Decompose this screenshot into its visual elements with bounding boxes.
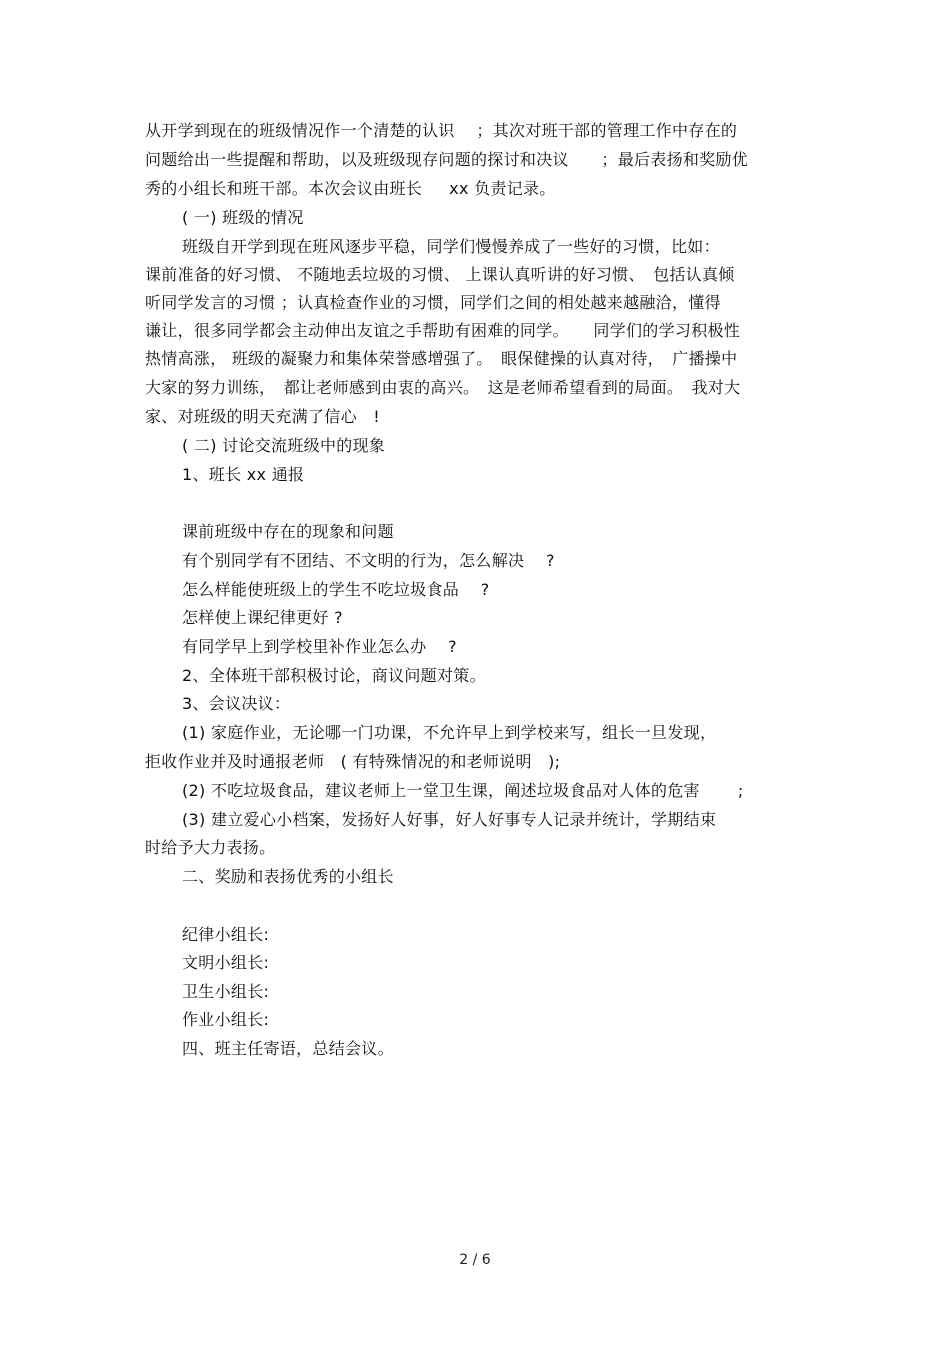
paragraph-line: 从开学到现在的班级情况作一个清楚的认识 ；其次对班干部的管理工作中存在的 bbox=[145, 121, 738, 140]
list-item: 1、班长 xx 通报 bbox=[182, 465, 305, 484]
section-heading: ( 二) 讨论交流班级中的现象 bbox=[182, 436, 386, 455]
paragraph-line: 听同学发言的习惯 ；认真检查作业的习惯，同学们之间的相处越来越融洽，懂得 bbox=[145, 293, 721, 312]
list-item: 2、全体班干部积极讨论，商议问题对策。 bbox=[182, 666, 486, 685]
page-number: 2 / 6 bbox=[459, 1252, 491, 1268]
paragraph-line: 热情高涨， 班级的凝聚力和集体荣誉感增强了。 眼保健操的认真对待， 广播操中 bbox=[145, 349, 738, 368]
section-heading: 四、班主任寄语，总结会议。 bbox=[182, 1039, 394, 1058]
paragraph-line: 时给予大力表扬。 bbox=[145, 838, 276, 857]
paragraph-line: 拒收作业并及时通报老师 ( 有特殊情况的和老师说明 ); bbox=[145, 752, 561, 771]
list-item: (1) 家庭作业，无论哪一门功课，不允许早上到学校来写，组长一旦发现， bbox=[182, 723, 717, 742]
list-item: 怎样使上课纪律更好 ? bbox=[182, 608, 343, 627]
paragraph-line: 班级自开学到现在班风逐步平稳，同学们慢慢养成了一些好的习惯，比如： bbox=[182, 237, 720, 256]
list-item: 纪律小组长: bbox=[182, 925, 270, 944]
list-item: 课前班级中存在的现象和问题 bbox=[182, 522, 394, 541]
paragraph-line: 课前准备的好习惯、 不随地丢垃圾的习惯、 上课认真听讲的好习惯、 包括认真倾 bbox=[145, 265, 735, 284]
list-item: 有个别同学有不团结、不文明的行为，怎么解决 ? bbox=[182, 551, 555, 570]
list-item: 卫生小组长: bbox=[182, 982, 270, 1001]
list-item: (3) 建立爱心小档案，发扬好人好事，好人好事专人记录并统计，学期结束 bbox=[182, 810, 717, 829]
paragraph-line: 秀的小组长和班干部。本次会议由班长 xx 负责记录。 bbox=[145, 179, 556, 198]
paragraph-line: 大家的努力训练， 都让老师感到由衷的高兴。 这是老师希望看到的局面。 我对大 bbox=[145, 378, 741, 397]
list-item: 有同学早上到学校里补作业怎么办 ? bbox=[182, 637, 457, 656]
list-item: 3、会议决议： bbox=[182, 694, 291, 713]
list-item: 文明小组长: bbox=[182, 953, 270, 972]
list-item: 作业小组长: bbox=[182, 1010, 270, 1029]
paragraph-line: 谦让，很多同学都会主动伸出友谊之手帮助有困难的同学。 同学们的学习积极性 bbox=[145, 321, 741, 340]
section-heading: 二、奖励和表扬优秀的小组长 bbox=[182, 867, 394, 886]
list-item: (2) 不吃垃圾食品，建议老师上一堂卫生课，阐述垃圾食品对人体的危害 ; bbox=[182, 781, 744, 800]
paragraph-line: 家、对班级的明天充满了信心 ! bbox=[145, 407, 380, 426]
paragraph-line: 问题给出一些提醒和帮助，以及班级现存问题的探讨和决议 ；最后表扬和奖励优 bbox=[145, 150, 749, 169]
section-heading: ( 一) 班级的情况 bbox=[182, 208, 304, 227]
list-item: 怎么样能使班级上的学生不吃垃圾食品 ? bbox=[182, 580, 490, 599]
